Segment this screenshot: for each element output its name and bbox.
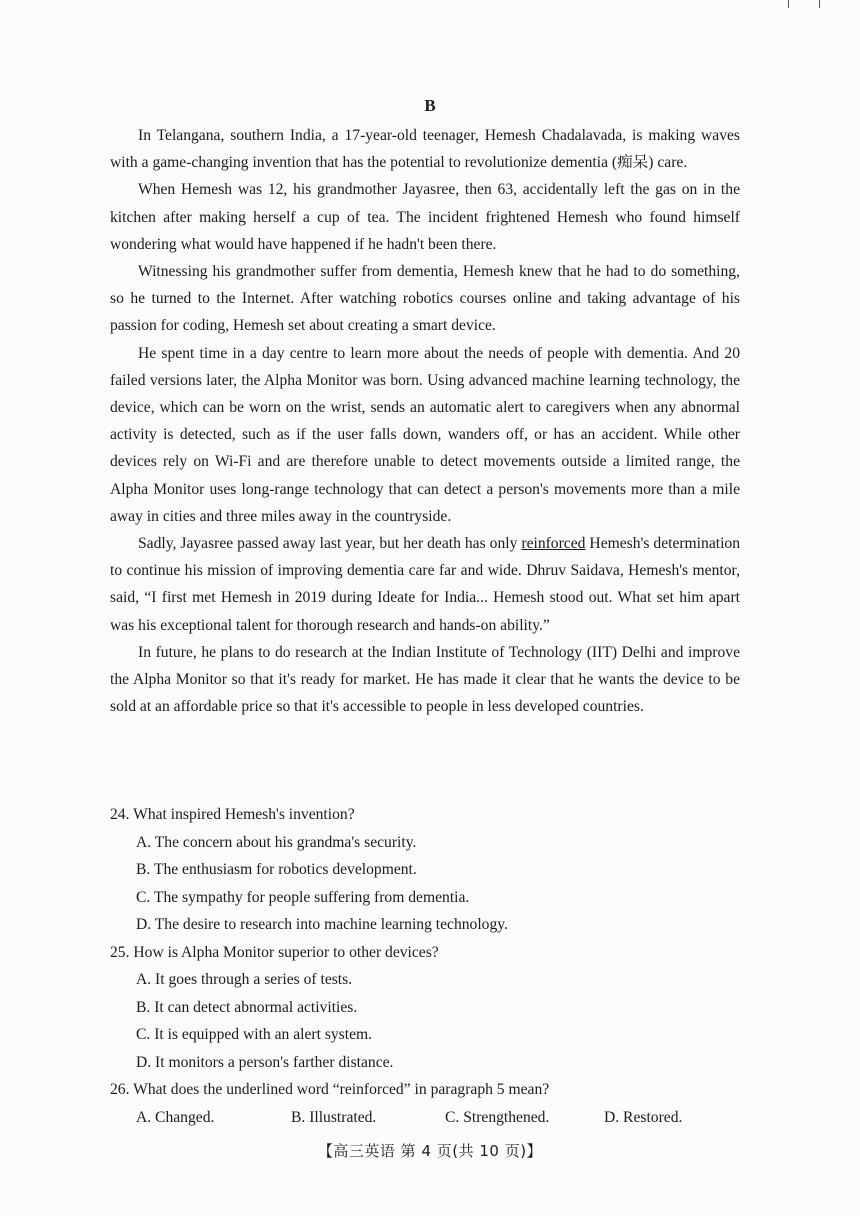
option-d: D. Restored. [604, 1108, 683, 1126]
scan-marks [788, 0, 820, 8]
question-24 [110, 801, 750, 939]
questions [110, 801, 750, 1131]
paragraph-1: In Telangana, southern India, a 17-year-old teenager, Hemesh Chadalavada, is making waves with a game-changing invention that has the potential to revolutionize dementia (痴呆) care. [110, 127, 740, 172]
question-26 [110, 1076, 750, 1131]
option-b: B. It can detect abnormal activities. [136, 998, 358, 1016]
option-c: C. The sympathy for people suffering from dementia. [136, 888, 470, 906]
option-d: D. The desire to research into machine learning technology. [136, 916, 508, 933]
paragraph-5-before: Sadly, Jayasree passed away last year, but her death has only [138, 535, 522, 553]
section-title: B [424, 96, 436, 115]
option-c: C. It is equipped with an alert system. [136, 1026, 373, 1043]
paragraph-2: When Hemesh was 12, his grandmother Jayasree, then 63, accidentally left the gas on in the kitchen after making herself a cup of tea. The incident frightened Hemesh who found himself wondering what would have happened if he hadn't been there. [110, 181, 740, 253]
option-a: A. It goes through a series of tests. [136, 971, 353, 988]
paragraph-3: Witnessing his grandmother suffer from dementia, Hemesh knew that he had to do something, so he turned to the Internet. After watching robotics courses online and taking advantage of his passion for coding, Hemesh set about creating a smart device. [110, 263, 740, 335]
option-a: A. The concern about his grandma's security. [136, 833, 417, 851]
paragraph-4: He spent time in a day centre to learn more about the needs of people with dementia. And 20 failed versions later, the Alpha Monitor was born. Using advanced machine learning technology, the device, which can be worn on the wrist, sends an automatic alert to caregivers when any abnormal activity is detected, such as if the user falls down, wanders off, or has an accident. While other devices rely on Wi-Fi and are therefore unable to detect movements outside a limited range, the Alpha Monitor uses long-range technology that can detect a person's movements more than a mile away in cities and three miles away in the countryside. [110, 344, 740, 525]
options-row [110, 1104, 750, 1132]
option-b: B. Illustrated. [291, 1108, 377, 1126]
option-d: D. It monitors a person's farther distance. [136, 1053, 394, 1071]
paragraph-5 [110, 530, 740, 639]
option-b: B. The enthusiasm for robotics development. [136, 861, 417, 878]
question-25 [110, 939, 750, 1077]
option-c: C. Strengthened. [445, 1108, 550, 1126]
page-footer: 【高三英语 第 4 页(共 10 页)】 [317, 1142, 543, 1160]
paragraph-6: In future, he plans to do research at the Indian Institute of Technology (IIT) Delhi and improve the Alpha Monitor so that it's ready for market. He has made it clear that he wants the device to be sold at an affordable price so that it's accessible to people in less developed countries. [110, 643, 740, 716]
underlined-word: reinforced [521, 535, 586, 553]
paragraph-5-after: Hemesh's determination to continue his mission of improving dementia care far and wide. Dhruv Saidava, Hemesh's mentor, said, “I first met Hemesh in 2019 during Ideate for India... Hemesh stood out. What set him apart was his exceptional talent for thorough research and hands-on ability.” [110, 535, 740, 634]
question-stem: 24. What inspired Hemesh's invention? [110, 806, 355, 823]
question-stem: 26. What does the underlined word “reinforced” in paragraph 5 mean? [110, 1081, 550, 1098]
question-stem: 25. How is Alpha Monitor superior to other devices? [110, 943, 439, 961]
reading-passage [110, 122, 740, 720]
option-a: A. Changed. [136, 1108, 215, 1126]
